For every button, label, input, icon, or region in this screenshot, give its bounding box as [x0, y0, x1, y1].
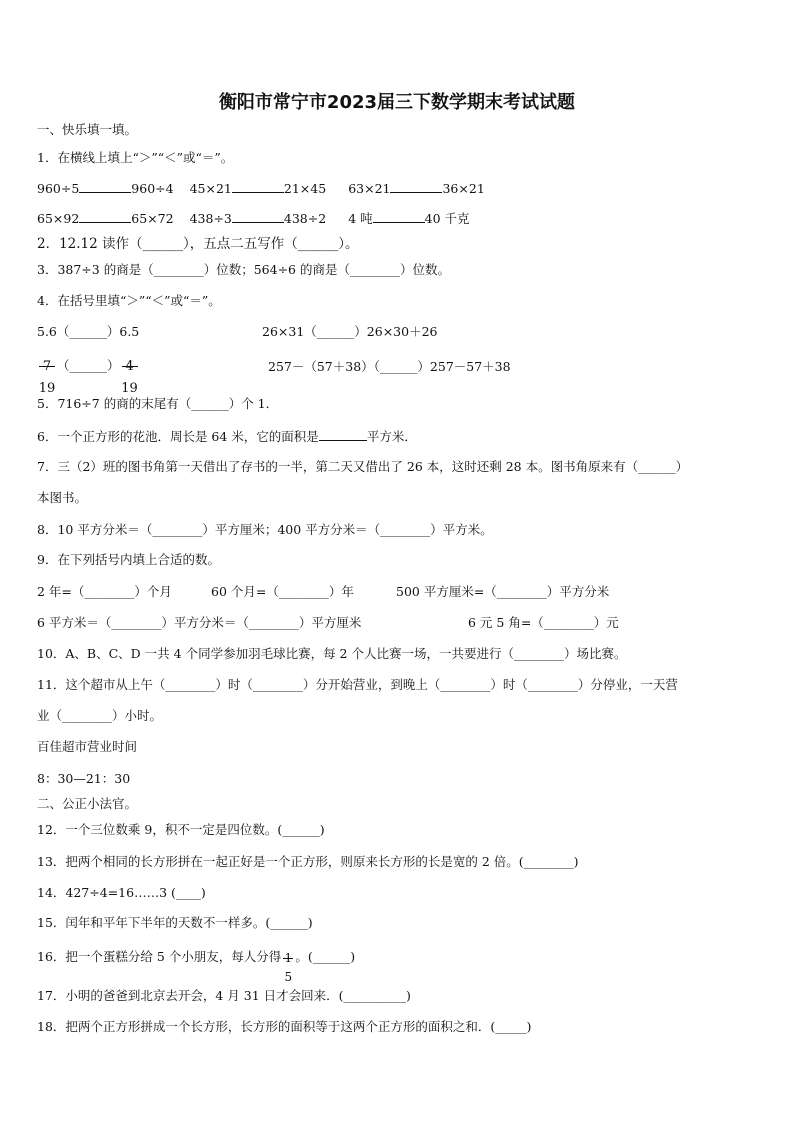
q1-expr: 960÷5 [37, 181, 80, 196]
question-11-cont: 业（________）小时。 [37, 708, 163, 723]
answer-blank[interactable] [319, 428, 367, 441]
question-9: 9．在下列括号内填上合适的数。 [37, 552, 220, 567]
question-4c [37, 346, 140, 396]
question-2: 2．12.12 读作（______），五点二五写作（______）。 [37, 236, 359, 252]
q4c-blank[interactable]: （______） [57, 358, 120, 373]
question-12: 12．一个三位数乘 9，积不一定是四位数。(______) [37, 822, 325, 837]
answer-blank[interactable] [232, 180, 284, 193]
question-17: 17．小明的爸爸到北京去开会，4 月 31 日才会回来．(__________) [37, 988, 411, 1003]
store-hours: 8：30—21：30 [37, 771, 131, 786]
question-3: 3．387÷3 的商是（________）位数；564÷6 的商是（________）位数。 [37, 262, 450, 277]
answer-blank[interactable] [373, 210, 425, 223]
fraction: 4 19 [121, 358, 138, 396]
question-9b: 60 个月=（________）年 [211, 584, 354, 599]
section-1-heading: 一、快乐填一填。 [37, 122, 138, 137]
q1-expr: 40 千克 [424, 211, 470, 226]
answer-blank[interactable] [79, 210, 131, 223]
q1-expr: 438÷2 [283, 211, 327, 226]
question-16: 16．把一个蛋糕分给 5 个小朋友，每人分得 1 5 。(______) [37, 940, 355, 975]
store-hours-sign: 百佳超市营业时间 [37, 739, 138, 754]
question-18: 18．把两个正方形拼成一个长方形，长方形的面积等于这两个正方形的面积之和．(_____) [37, 1019, 532, 1034]
question-7: 7．三（2）班的图书角第一天借出了存书的一半，第二天又借出了 26 本，这时还剩 28 本。图书角原来有（______） [37, 459, 689, 474]
q1-expr: 65×92 [37, 211, 80, 226]
question-11: 11．这个超市从上午（________）时（________）分开始营业，到晚上（________）时（________）分停业，一天营 [37, 677, 678, 692]
q1-expr: 36×21 [442, 181, 485, 196]
question-1: 1．在横线上填上“＞”“＜”或“＝”。 [37, 150, 234, 165]
question-7-cont: 本图书。 [37, 490, 88, 505]
question-9a: 2 年=（________）个月 [37, 584, 172, 599]
question-13: 13．把两个相同的长方形拼在一起正好是一个正方形，则原来长方形的长是宽的 2 倍。(________) [37, 854, 579, 869]
q1-expr: 960÷4 [131, 181, 174, 196]
page-title: 衡阳市常宁市2023届三下数学期末考试试题 [218, 92, 576, 113]
fraction: 7 19 [38, 358, 56, 396]
question-1-row-1 [37, 180, 485, 197]
q1-expr: 438÷3 [189, 211, 232, 226]
question-1-row-2 [37, 210, 470, 227]
answer-blank[interactable] [79, 180, 131, 193]
question-9c: 500 平方厘米=（________）平方分米 [396, 584, 610, 599]
question-10: 10．A、B、C、D 一共 4 个同学参加羽毛球比赛，每 2 个人比赛一场，一共要进行（________）场比赛。 [37, 646, 627, 661]
answer-blank[interactable] [390, 180, 442, 193]
question-4d: 257－（57＋38）（______）257－57＋38 [268, 359, 511, 374]
question-4b: 26×31（______）26×30＋26 [262, 324, 438, 339]
question-8: 8．10 平方分米＝（________）平方厘米；400 平方分米＝（________）平方米。 [37, 522, 493, 537]
question-15: 15．闰年和平年下半年的天数不一样多。(______) [37, 915, 313, 930]
question-9d: 6 平方米＝（________）平方分米＝（________）平方厘米 [37, 615, 362, 630]
question-5: 5．716÷7 的商的末尾有（______）个 1． [37, 396, 279, 411]
question-14: 14．427÷4=16……3 (____) [37, 885, 206, 900]
fraction: 1 5 [284, 950, 293, 984]
question-4a: 5.6（______）6.5 [37, 324, 140, 339]
question-6: 6．一个正方形的花池．周长是 64 米，它的面积是 平方米． [37, 429, 417, 444]
q1-expr: 4 吨 [348, 211, 373, 226]
answer-blank[interactable] [232, 210, 284, 223]
q1-expr: 21×45 [283, 181, 327, 196]
question-4: 4．在括号里填“＞”“＜”或“＝”。 [37, 293, 221, 308]
q1-expr: 63×21 [348, 181, 391, 196]
section-2-heading: 二、公正小法官。 [37, 796, 138, 811]
question-9e: 6 元 5 角=（________）元 [468, 615, 619, 630]
q1-expr: 45×21 [189, 181, 232, 196]
q1-expr: 65×72 [131, 211, 174, 226]
